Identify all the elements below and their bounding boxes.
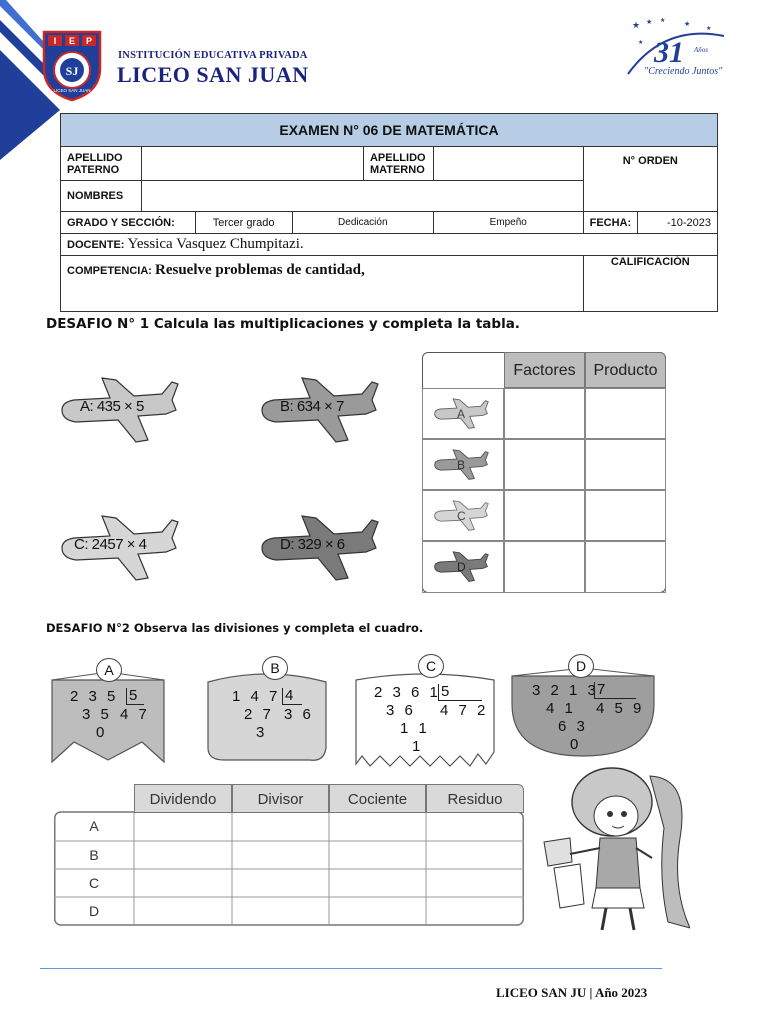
plane-a xyxy=(58,374,180,452)
dividendo-header: Dividendo xyxy=(134,784,232,813)
girl-shopping-illustration xyxy=(540,758,690,934)
card-c-remainder: 1 xyxy=(412,738,424,755)
institution-name: LICEO SAN JUAN xyxy=(117,62,309,87)
card-d-quotient: 4 5 9 xyxy=(596,700,645,717)
plane-d-label: D: 329 × 6 xyxy=(280,536,345,553)
card-c-step: 3 6 xyxy=(386,702,416,719)
school-logo xyxy=(42,30,102,102)
card-d-divisor: 7 xyxy=(594,682,636,699)
card-a-dividend: 2 3 5 xyxy=(70,688,119,705)
grado-value: Tercer grado xyxy=(195,212,292,234)
logo-letter-i: I xyxy=(53,36,57,46)
cociente-header: Cociente xyxy=(329,784,426,813)
row-b-letter: B xyxy=(457,458,466,472)
logo-ring-text: LICEO SAN JUAN xyxy=(53,88,91,93)
anniversary-motto: "Creciendo Juntos" xyxy=(644,66,723,77)
div-row-c-label: C xyxy=(88,875,100,891)
card-d-step: 4 1 xyxy=(546,700,576,717)
plane-c-label: C: 2457 × 4 xyxy=(74,536,147,553)
nombres-field[interactable] xyxy=(142,181,583,212)
card-b-remainder: 3 xyxy=(256,724,268,741)
card-a-letter: A xyxy=(96,658,122,682)
division-card-a xyxy=(50,662,166,764)
divisor-header: Divisor xyxy=(232,784,329,813)
card-a-divisor: 5 xyxy=(126,688,144,705)
apellido-materno-field[interactable] xyxy=(433,147,583,181)
row-d-producto-cell[interactable] xyxy=(585,541,666,593)
division-card-d xyxy=(510,658,656,760)
logo-initials: SJ xyxy=(65,64,79,78)
plane-b xyxy=(258,374,380,452)
svg-text:★: ★ xyxy=(632,20,641,30)
card-a-quotient: 4 7 xyxy=(120,706,150,723)
desafio-1-heading: DESAFIO N° 1 Calcula las multiplicaciones y completa la tabla. xyxy=(46,316,520,332)
row-a-letter: A xyxy=(457,407,466,421)
div-row-b-label: B xyxy=(89,847,99,863)
logo-letter-p: P xyxy=(85,36,93,46)
svg-text:★: ★ xyxy=(638,40,644,46)
fecha-value: -10-2023 xyxy=(638,212,718,234)
card-a-step: 3 5 xyxy=(82,706,112,723)
row-a-producto-cell[interactable] xyxy=(585,388,666,439)
competencia-row xyxy=(61,256,584,312)
division-card-b xyxy=(204,660,330,764)
svg-text:★: ★ xyxy=(706,26,712,32)
footer-divider xyxy=(40,968,662,969)
plane-a-label: A: 435 × 5 xyxy=(80,398,144,415)
card-c-step-2: 1 1 xyxy=(400,720,430,737)
card-d-dividend: 3 2 1 3 xyxy=(532,682,599,699)
grado-label: GRADO Y SECCIÓN: xyxy=(61,212,196,234)
seccion-empeno[interactable]: Empeño xyxy=(433,212,583,234)
card-b-quotient: 3 6 xyxy=(284,706,314,723)
row-c-letter: C xyxy=(457,509,466,523)
div-row-d-label: D xyxy=(88,903,100,919)
row-c-factores-cell[interactable] xyxy=(504,490,585,541)
institution-type: INSTITUCIÓN EDUCATIVA PRIVADA xyxy=(118,50,308,61)
anniversary-logo xyxy=(624,14,728,90)
plane-d xyxy=(258,512,380,590)
card-d-step-2: 6 3 xyxy=(558,718,588,735)
residuo-header: Residuo xyxy=(426,784,524,813)
apellido-paterno-field[interactable] xyxy=(142,147,364,181)
plane-b-label: B: 634 × 7 xyxy=(280,398,344,415)
exam-info-table xyxy=(60,113,718,312)
docente-label: DOCENTE: xyxy=(67,239,125,251)
row-c-icon-cell xyxy=(422,490,504,541)
card-c-dividend: 2 3 6 1 xyxy=(374,684,441,701)
docente-row xyxy=(61,234,718,256)
competencia-value: Resuelve problemas de cantidad, xyxy=(155,262,365,278)
card-d-remainder: 0 xyxy=(570,736,582,753)
row-a-icon-cell xyxy=(422,388,504,439)
svg-text:★: ★ xyxy=(646,19,653,26)
row-c-producto-cell[interactable] xyxy=(585,490,666,541)
factores-header: Factores xyxy=(504,352,585,388)
division-answer-cells[interactable] xyxy=(134,812,524,926)
fecha-label: FECHA: xyxy=(583,212,638,234)
card-c-divisor: 5 xyxy=(438,684,482,701)
desafio-2-heading: DESAFIO N°2 Observa las divisiones y completa el cuadro. xyxy=(46,621,424,635)
docente-value: Yessica Vasquez Chumpitazi. xyxy=(127,236,304,252)
row-d-icon-cell xyxy=(422,541,504,593)
row-b-producto-cell[interactable] xyxy=(585,439,666,490)
card-a-remainder: 0 xyxy=(96,724,108,741)
apellido-paterno-label: APELLIDO PATERNO xyxy=(61,147,142,181)
producto-header: Producto xyxy=(585,352,666,388)
orden-label: N° ORDEN xyxy=(583,147,717,212)
seccion-dedicacion[interactable]: Dedicación xyxy=(292,212,433,234)
svg-text:★: ★ xyxy=(660,18,666,24)
logo-letter-e: E xyxy=(68,36,76,46)
apellido-materno-label: APELLIDO MATERNO xyxy=(363,147,433,181)
row-b-factores-cell[interactable] xyxy=(504,439,585,490)
division-card-c xyxy=(352,658,498,770)
competencia-label: COMPETENCIA: xyxy=(67,265,152,277)
div-row-a-label: A xyxy=(89,818,99,834)
svg-text:★: ★ xyxy=(684,21,691,28)
row-d-factores-cell[interactable] xyxy=(504,541,585,593)
calificacion-label: CALIFICACIÓN xyxy=(583,256,717,312)
card-b-letter: B xyxy=(262,656,288,680)
division-table xyxy=(54,784,524,926)
plane-c xyxy=(58,512,180,590)
card-c-letter: C xyxy=(418,654,444,678)
factors-table xyxy=(422,352,666,593)
card-c-quotient: 4 7 2 xyxy=(440,702,489,719)
anniversary-number: 31 xyxy=(654,36,684,69)
footer-text: LICEO SAN JU | Año 2023 xyxy=(496,985,648,1000)
anniversary-years: Años xyxy=(694,46,708,54)
row-b-icon-cell xyxy=(422,439,504,490)
nombres-label: NOMBRES xyxy=(61,181,142,212)
row-d-letter: D xyxy=(457,560,466,574)
card-b-divisor: 4 xyxy=(282,688,302,705)
exam-title: EXAMEN N° 06 DE MATEMÁTICA xyxy=(61,114,718,147)
row-a-factores-cell[interactable] xyxy=(504,388,585,439)
card-b-dividend: 1 4 7 xyxy=(232,688,281,705)
card-d-letter: D xyxy=(568,654,594,678)
card-b-step: 2 7 xyxy=(244,706,274,723)
